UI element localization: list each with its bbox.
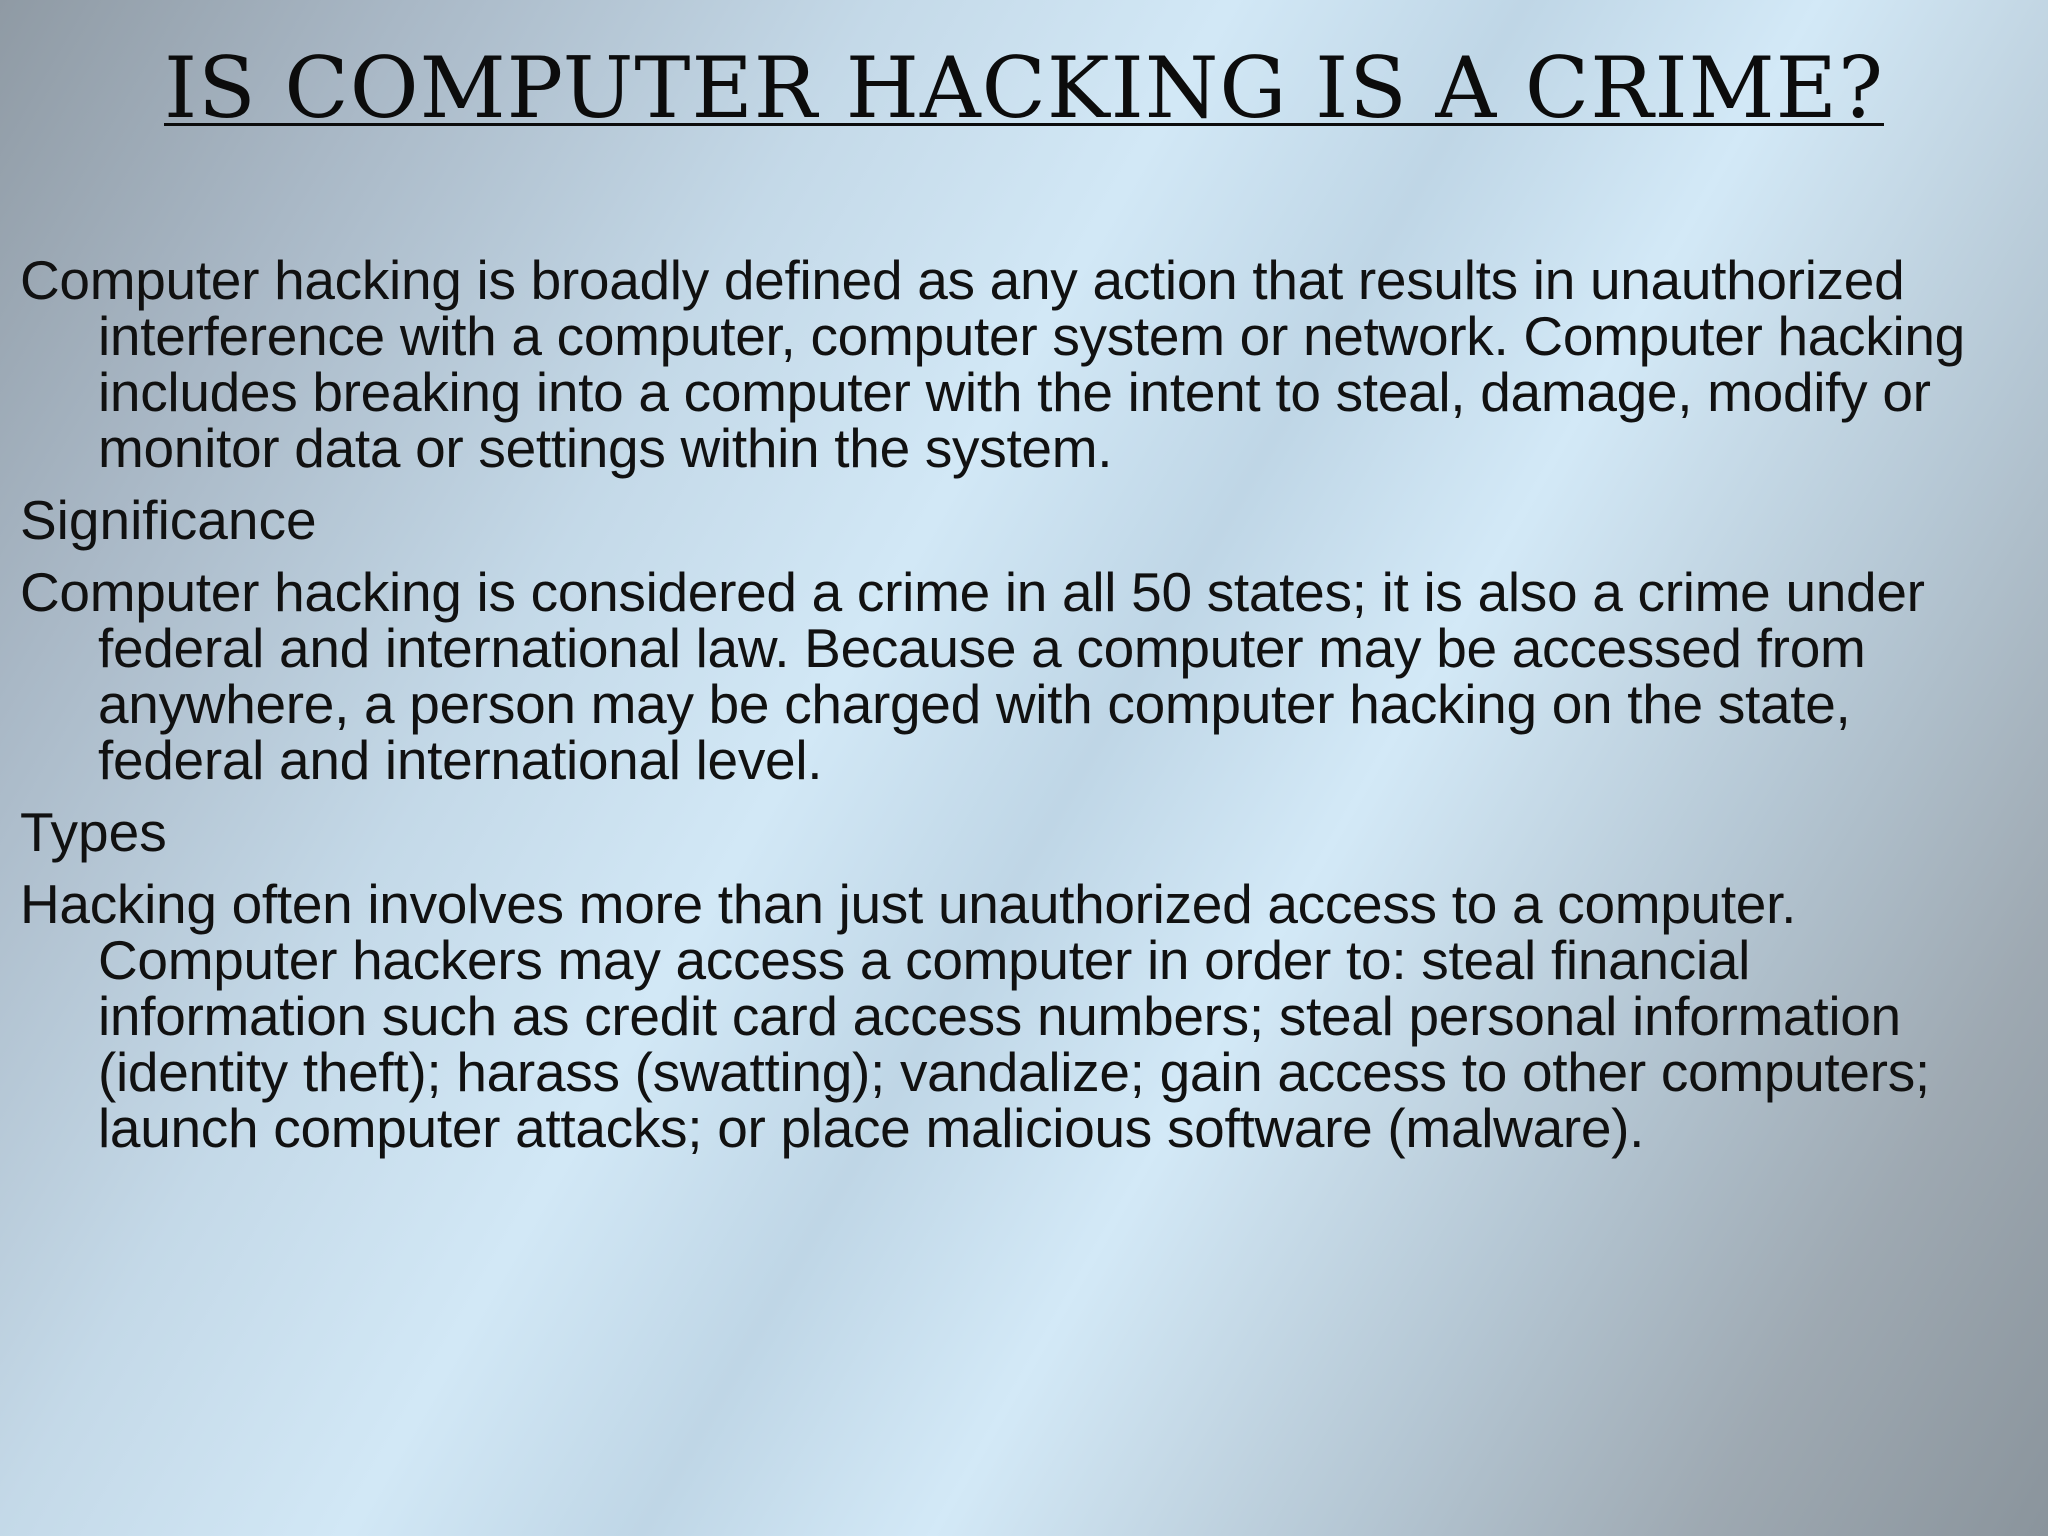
slide-title: IS COMPUTER HACKING IS A CRIME? bbox=[164, 39, 1884, 137]
paragraph-types: Hacking often involves more than just unauthorized access to a computer. Computer hackers may access a computer in order to: steal financial information such as credit card access numbers; steal personal information (identity theft); harass (swatting); vandalize; gain access to other computers; launch computer attacks; or place malicious software (malware). bbox=[20, 873, 1930, 1159]
slide-body bbox=[20, 249, 2030, 1172]
paragraph-significance: Computer hacking is considered a crime in all 50 states; it is also a crime under federal and international law. Because a computer may be accessed from anywhere, a person may be charged with computer hacking on the state, federal and international level. bbox=[20, 561, 1925, 791]
heading-types: Types bbox=[20, 801, 167, 863]
heading-significance: Significance bbox=[20, 489, 317, 551]
paragraph-definition: Computer hacking is broadly defined as any action that results in unauthorized interference with a computer, computer system or network. Computer hacking includes breaking into a computer with the intent to steal, damage, modify or monitor data or settings within the system. bbox=[20, 249, 1965, 479]
